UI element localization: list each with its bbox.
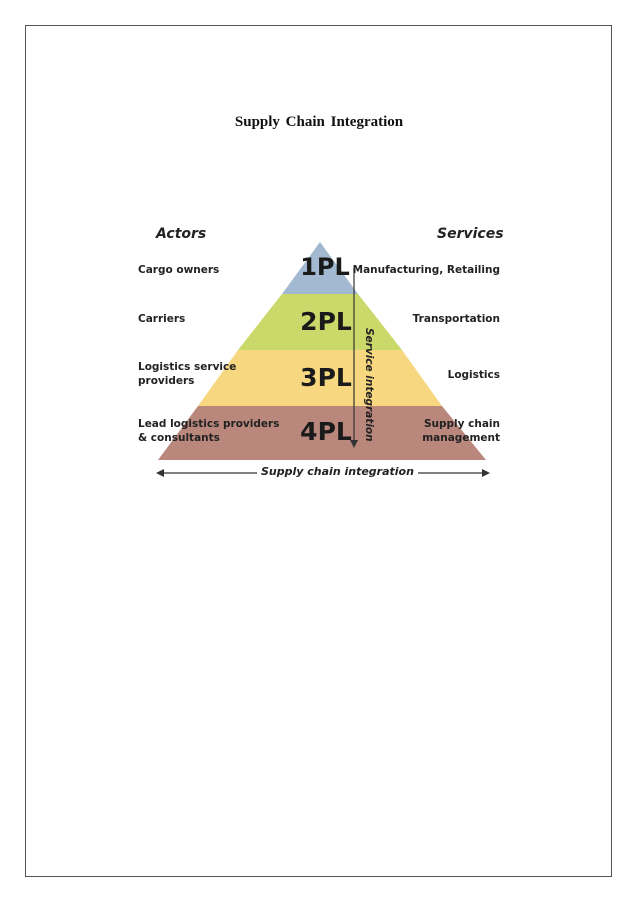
- supply-chain-integration-label: Supply chain integration: [257, 465, 418, 478]
- actor-3pl-line-1: Logistics service: [138, 361, 237, 373]
- actor-2pl: Carriers: [138, 313, 186, 325]
- tier-3pl-label: 3PL: [300, 363, 352, 392]
- actor-3pl-line-2: providers: [138, 375, 195, 387]
- service-3pl: Logistics: [447, 369, 500, 381]
- tier-1pl-label: 1PL: [300, 253, 350, 281]
- service-4pl-line-2: management: [422, 432, 500, 444]
- actor-4pl-line-2: & consultants: [138, 432, 220, 444]
- service-4pl: [422, 417, 500, 445]
- tier-4pl-label: 4PL: [300, 417, 352, 446]
- service-4pl-line-1: Supply chain: [423, 418, 500, 430]
- page-title: Supply Chain Integration: [234, 114, 404, 130]
- service-2pl: Transportation: [412, 313, 500, 325]
- pyramid-diagram: [130, 222, 510, 492]
- actors-header: Actors: [156, 226, 207, 242]
- actor-4pl-line-1: Lead logistics providers: [138, 418, 280, 430]
- actor-3pl: [138, 360, 236, 388]
- services-header: Services: [437, 226, 504, 242]
- service-1pl: Manufacturing, Retailing: [352, 264, 500, 276]
- service-integration-label: Service integration: [363, 328, 375, 442]
- actor-1pl: Cargo owners: [138, 264, 220, 276]
- tier-2pl-label: 2PL: [300, 307, 352, 336]
- actor-4pl: [138, 417, 279, 445]
